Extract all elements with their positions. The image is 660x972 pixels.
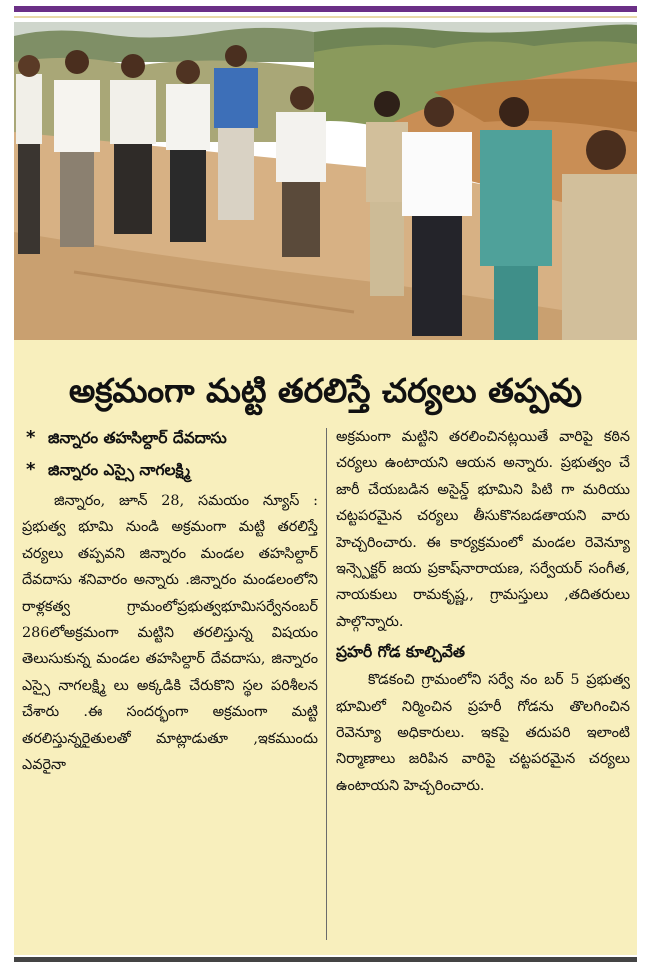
article-column-right xyxy=(336,424,630,949)
article-body-left: జిన్నారం, జూన్ 28, సమయం న్యూస్ : ప్రభుత్వ భూమి నుండి అక్రమంగా మట్టి తరలిస్తే చర్యలు తప్పవని జిన్నారం మండల తహసిల్దార్ దేవదాసు శనివారం అన్నారు .జిన్నారం మండలంలోని రాళ్లకత్వ గ్రామంలోప్రభుత్వభూమిసర్వేనంబర్ 286లోఅక్రమంగా మట్టిని తరలిస్తున్న విషయం తెలుసుకున్న మండల తహసిల్దార్ దేవదాసు, జిన్నారం ఎస్సై నాగలక్ష్మి లు అక్కడికి చేరుకొని స్థల పరిశీలన చేశారు .ఈ సందర్భంగా అక్రమంగా మట్టి తరలిస్తున్నరైతులతో మాట్లాడుతూ ,ఇకముందు ఎవరైనా xyxy=(22,493,318,774)
bullet-star-icon: * xyxy=(26,459,36,480)
article-column-left xyxy=(22,424,318,949)
bullet-star-icon: * xyxy=(26,427,36,448)
article-body-right: అక్రమంగా మట్టిని తరలించినట్లయితే వారిపై కఠిన చర్యలు ఉంటాయని ఆయన అన్నారు. ప్రభుత్వం చే జారీ చేయబడిన అసైన్డ్ భూమిని పిటి గా మరియు చట్టపరమైన చర్యలు తీసుకొనబడతాయని వారు హెచ్చరించారు. ఈ కార్యక్రమంలో మండల రెవెన్యూ ఇన్స్పెక్టర్ జయ ప్రకాష్‌నారాయణ, సర్వేయర్ సంగీత, నాయకులు రామకృష్ణ,, గ్రామస్తులు ,తదితరులు పాల్గొన్నారు. xyxy=(336,429,630,630)
sub-headline: ప్రహరీ గోడ కూల్చివేత xyxy=(336,643,465,662)
sub-article-body: కొడకంచి గ్రామంలోని సర్వే నం బర్ 5 ప్రభుత్వ భూమిలో నిర్మించిన ప్రహరీ గోడను తొలగించిన రెవెన్యూ అధికారులు. ఇకపై తదుపరి ఇలాంటి నిర్మాణాలు జరిపిన వారిపై చట్టపరమైన చర్యలు ఉంటాయని హెచ్చరించారు. xyxy=(336,672,630,794)
masthead-rule xyxy=(14,6,637,12)
headline: అక్రమంగా మట్టి తరలిస్తే చర్యలు తప్పవు xyxy=(68,371,583,410)
column-divider xyxy=(326,428,327,940)
article xyxy=(14,340,637,955)
bullet-point xyxy=(22,424,318,452)
news-photo xyxy=(14,22,637,340)
bullet-point xyxy=(22,456,318,484)
masthead-rule-thin xyxy=(14,16,637,18)
bullet-text: జిన్నారం తహసిల్దార్ దేవదాసు xyxy=(48,429,227,447)
bullet-text: జిన్నారం ఎస్సై నాగలక్ష్మి xyxy=(48,461,191,479)
bottom-rule xyxy=(14,957,637,962)
